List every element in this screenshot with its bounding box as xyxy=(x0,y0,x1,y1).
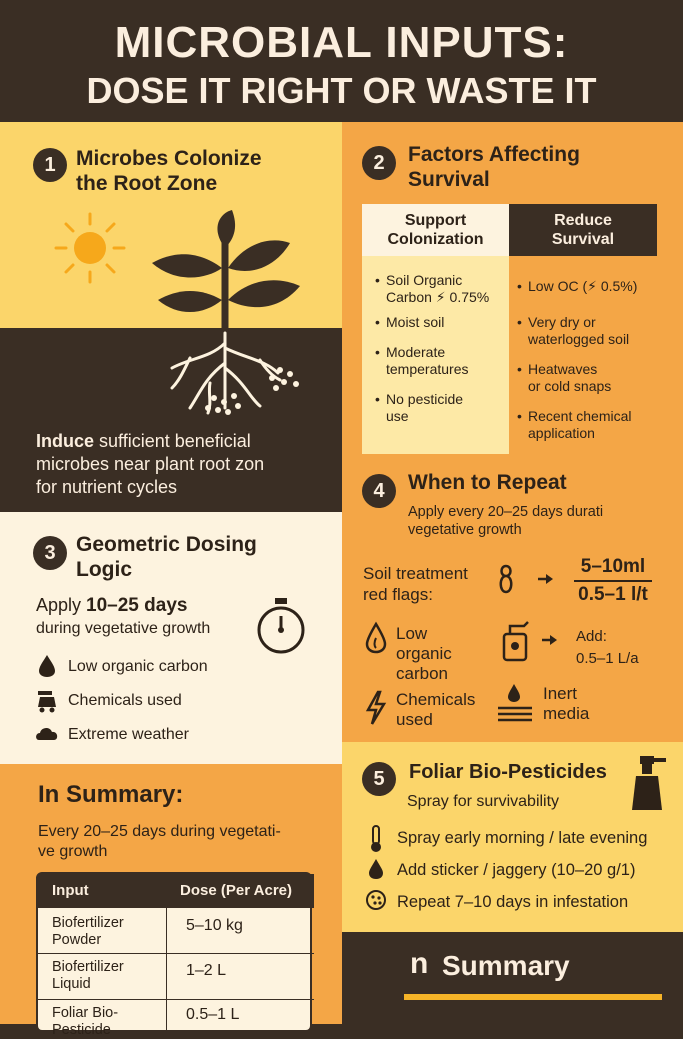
support-item: • No pesticide use xyxy=(386,391,463,425)
reduce-item: • Low OC (⚡ 0.5%) xyxy=(528,278,637,295)
drop-icon xyxy=(364,622,388,654)
table-row-divider xyxy=(38,953,314,954)
page-title-line2: DOSE IT RIGHT OR WASTE IT xyxy=(86,70,597,111)
add-dose xyxy=(576,626,639,670)
summary-underline xyxy=(404,994,662,1000)
add-value: 0.5–1 L/a xyxy=(576,650,639,667)
section-title xyxy=(408,142,580,192)
foliar-item: Add sticker / jaggery (10–20 g/1) xyxy=(397,861,636,879)
section-title-line1: Microbes Colonize xyxy=(76,147,262,170)
add-label: Add: xyxy=(576,628,607,645)
caption-line2: microbes near plant root zon xyxy=(36,454,265,474)
root-zone-caption xyxy=(36,430,264,499)
section-title-line1: Factors Affecting xyxy=(408,143,580,166)
table-cell-dose: 1–2 L xyxy=(186,962,227,979)
spray-bottle-icon xyxy=(624,754,670,814)
inert-media-icon xyxy=(496,682,536,722)
sun-icon xyxy=(50,208,130,288)
red-flags-line1: Soil treatment xyxy=(363,564,468,583)
section-title-line2: Survival xyxy=(408,168,490,191)
apply-interval xyxy=(36,594,187,617)
table-divider xyxy=(166,874,167,1034)
summary-logo: n xyxy=(410,947,429,980)
summary-desc-line2: ve growth xyxy=(38,843,108,860)
table-cell-dose: 5–10 kg xyxy=(186,917,243,934)
table-cell-input: Biofertilizer Liquid xyxy=(52,959,124,992)
flag-line: Chemicals xyxy=(396,690,476,709)
soil-probe-icon xyxy=(498,560,558,600)
apply-bold: 10–25 days xyxy=(86,595,188,616)
reduce-header xyxy=(509,204,657,256)
support-header-line1: Support xyxy=(404,212,467,229)
repeat-desc-line2: vegetative growth xyxy=(408,522,522,538)
foliar-item: Spray early morning / late evening xyxy=(397,829,648,847)
caption-line3: for nutrient cycles xyxy=(36,477,178,497)
inert-line: Inert xyxy=(543,684,578,703)
table-header-input: Input xyxy=(38,874,166,908)
stopwatch-icon xyxy=(254,596,308,658)
summary-footer xyxy=(342,932,683,1024)
summary-title: In Summary: xyxy=(38,781,184,808)
support-item: • Moist soil xyxy=(386,314,444,331)
drop-icon xyxy=(367,857,385,881)
caption-rest: sufficient beneficial xyxy=(94,431,251,451)
reduce-item: • Heatwaves or cold snaps xyxy=(528,361,611,395)
fraction-bottom: 0.5–1 l/t xyxy=(578,584,648,605)
sprayer-icon xyxy=(496,618,568,664)
flag-line: Low xyxy=(396,624,428,643)
section-title xyxy=(76,146,262,196)
flag-line: used xyxy=(396,710,433,729)
repeat-desc-line1: Apply every 20–25 days durati xyxy=(408,504,604,520)
table-cell-input: Foliar Bio- Pesticide xyxy=(52,1005,119,1038)
inert-line: media xyxy=(543,704,590,723)
repeat-description xyxy=(408,503,603,539)
dosing-item: Chemicals used xyxy=(68,692,182,709)
caption-bold: Induce xyxy=(36,431,95,451)
reduce-header-line2: Survival xyxy=(551,231,615,248)
table-cell-input: Biofertilizer Powder xyxy=(52,915,124,948)
section-title-line2: Logic xyxy=(76,558,132,581)
dosing-item: Low organic carbon xyxy=(68,658,208,675)
flag-chemicals xyxy=(396,690,475,730)
section-number: 2 xyxy=(362,146,396,180)
inert-media-label xyxy=(543,684,589,724)
reduce-header-line1: Reduce xyxy=(554,212,612,229)
section-subtitle: Spray for survivability xyxy=(407,793,560,810)
section-number: 4 xyxy=(362,474,396,508)
section-root-zone xyxy=(0,122,342,512)
foliar-item: Repeat 7–10 days in infestation xyxy=(397,893,629,911)
section-foliar xyxy=(342,742,683,932)
support-item: • Soil Organic Carbon ⚡ 0.75% xyxy=(386,272,489,306)
header xyxy=(0,0,683,122)
pest-spots-icon xyxy=(365,889,387,911)
chemical-sprayer-icon xyxy=(34,689,60,713)
fraction-top: 5–10ml xyxy=(580,556,646,577)
section-number: 1 xyxy=(33,148,67,182)
dose-fraction xyxy=(568,556,658,606)
table-header-dose: Dose (Per Acre) xyxy=(166,874,314,908)
table-cell-dose: 0.5–1 L xyxy=(186,1006,240,1023)
dosing-item: Extreme weather xyxy=(68,726,189,743)
summary-desc-line1: Every 20–25 days during vegetati- xyxy=(38,823,281,840)
apply-line2: during vegetative growth xyxy=(36,620,211,637)
page-title-line1: MICROBIAL INPUTS: xyxy=(114,18,569,67)
flag-line: carbon xyxy=(396,664,448,683)
red-flags-line2: red flags: xyxy=(363,585,433,604)
section-title: Foliar Bio-Pesticides xyxy=(409,761,607,783)
storm-cloud-icon xyxy=(34,724,60,746)
section-title: When to Repeat xyxy=(408,471,567,494)
summary-footer-label: Summary xyxy=(442,950,570,981)
reduce-item: • Very dry or waterlogged soil xyxy=(528,314,629,348)
section-title-line1: Geometric Dosing xyxy=(76,533,257,556)
summary-description xyxy=(38,822,281,862)
section-dosing-logic xyxy=(0,512,342,764)
red-flags-label xyxy=(363,563,468,605)
support-header xyxy=(362,204,509,256)
support-item: • Moderate temperatures xyxy=(386,344,468,378)
microbe-dots-icon xyxy=(200,360,310,420)
fraction-line xyxy=(574,580,652,582)
dose-table xyxy=(36,872,312,1038)
flag-line: organic xyxy=(396,644,452,663)
factors-table xyxy=(362,204,657,454)
table-row-divider xyxy=(38,999,314,1000)
section-number: 5 xyxy=(362,762,396,796)
flag-low-carbon xyxy=(396,624,452,684)
support-header-line2: Colonization xyxy=(387,231,484,248)
section-title-line2: the Root Zone xyxy=(76,172,218,195)
apply-prefix: Apply xyxy=(36,595,87,615)
thermometer-icon xyxy=(368,824,384,854)
section-number: 3 xyxy=(33,536,67,570)
drop-icon xyxy=(36,653,58,679)
reduce-item: • Recent chemical application xyxy=(528,408,632,442)
section-title xyxy=(76,532,257,582)
lightning-icon xyxy=(364,690,388,726)
